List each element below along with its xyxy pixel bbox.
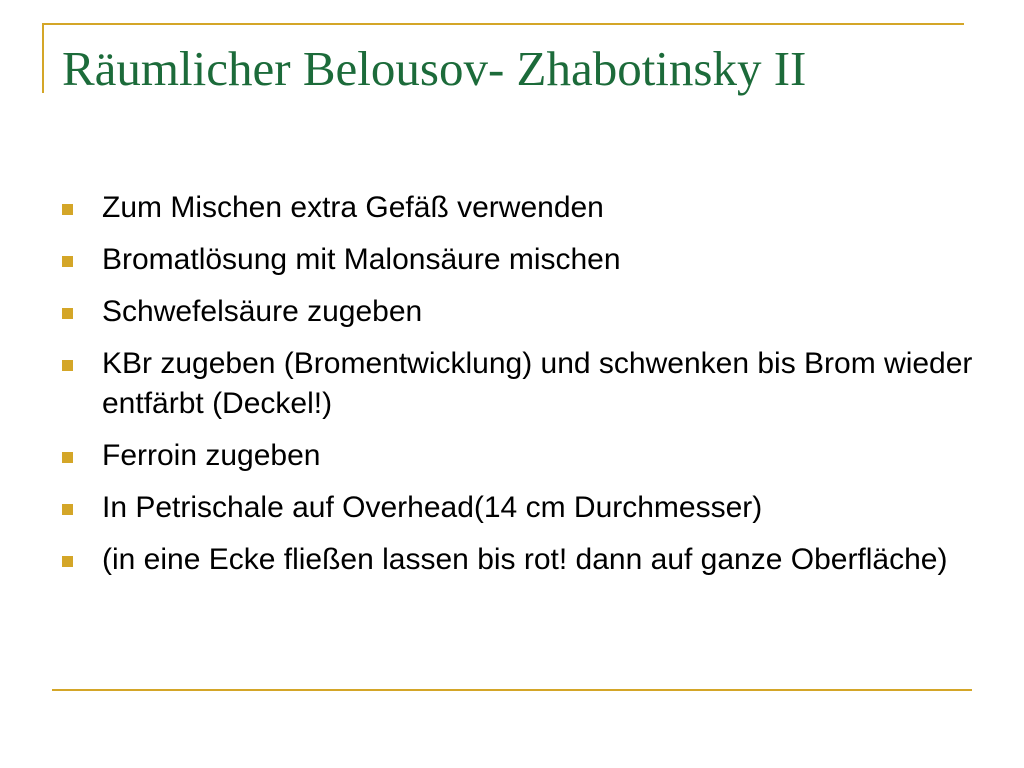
bullet-item bbox=[62, 292, 982, 332]
square-bullet-icon bbox=[62, 504, 73, 515]
bullet-item bbox=[62, 240, 982, 280]
bullet-text: Bromatlösung mit Malonsäure mischen bbox=[102, 243, 621, 276]
square-bullet-icon bbox=[62, 556, 73, 567]
bullet-item bbox=[62, 436, 982, 476]
square-bullet-icon bbox=[62, 360, 73, 371]
bullet-item bbox=[62, 344, 982, 424]
frame-top-line bbox=[42, 23, 964, 25]
bullet-text: In Petrischale auf Overhead(14 cm Durchmesser) bbox=[102, 491, 763, 524]
bullet-item bbox=[62, 488, 982, 528]
frame-left-line bbox=[42, 23, 44, 93]
bullet-list bbox=[62, 188, 982, 592]
bullet-item bbox=[62, 188, 982, 228]
square-bullet-icon bbox=[62, 308, 73, 319]
bullet-text: Schwefelsäure zugeben bbox=[102, 295, 423, 328]
square-bullet-icon bbox=[62, 204, 73, 215]
frame-bottom-line bbox=[52, 689, 972, 691]
square-bullet-icon bbox=[62, 452, 73, 463]
slide-title: Räumlicher Belousov- Zhabotinsky II bbox=[62, 41, 807, 96]
bullet-text: KBr zugeben (Bromentwicklung) und schwenken bis Brom wieder entfärbt (Deckel!) bbox=[102, 347, 973, 420]
bullet-text: Zum Mischen extra Gefäß verwenden bbox=[102, 191, 604, 224]
square-bullet-icon bbox=[62, 256, 73, 267]
bullet-item bbox=[62, 540, 982, 580]
bullet-text: Ferroin zugeben bbox=[102, 439, 321, 472]
bullet-text: (in eine Ecke fließen lassen bis rot! dann auf ganze Oberfläche) bbox=[102, 543, 948, 576]
